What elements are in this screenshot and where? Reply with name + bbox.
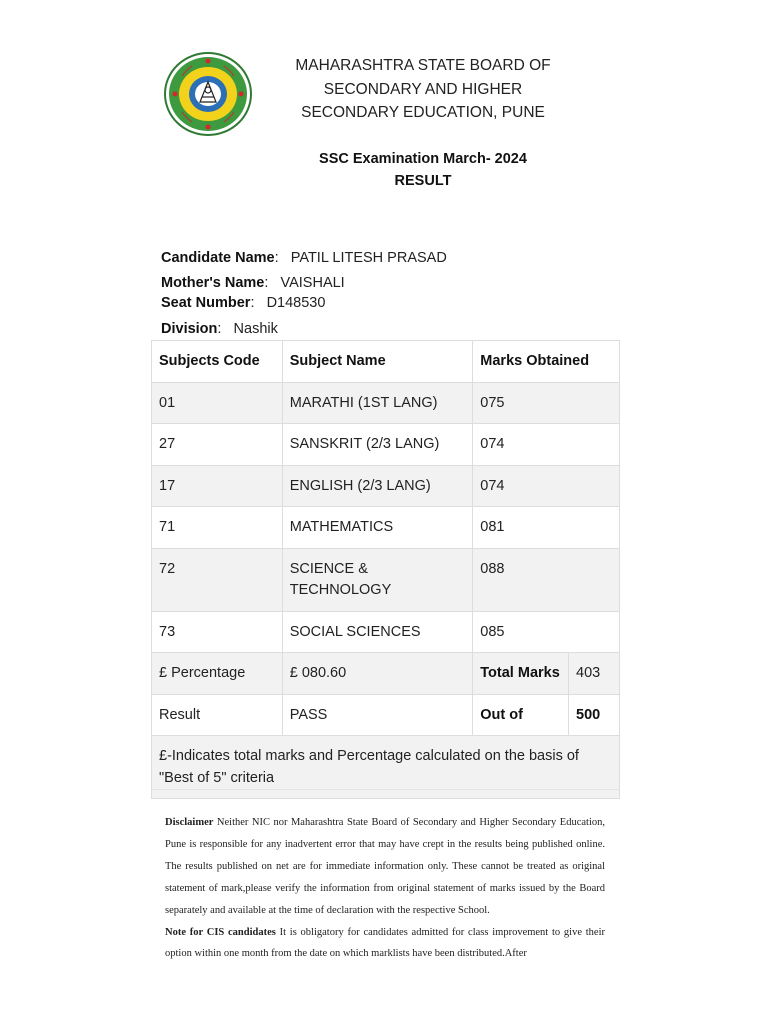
seat-number-value: D148530	[266, 295, 326, 311]
subject-name: MATHEMATICS	[282, 507, 473, 549]
divider	[151, 789, 620, 790]
board-title-line-2: SECONDARY AND HIGHER	[323, 80, 523, 98]
mother-name-sep: :	[264, 275, 269, 291]
out-of-label: Out of	[473, 694, 569, 736]
subject-marks: 081	[473, 507, 620, 549]
out-of-value: 500	[569, 694, 620, 736]
division-sep: :	[217, 321, 222, 337]
subject-code: 01	[152, 382, 283, 424]
subject-name: SOCIAL SCIENCES	[282, 611, 473, 653]
footnote-text: £-Indicates total marks and Percentage calculated on the basis of "Best of 5" criteria	[152, 736, 620, 799]
table-row	[152, 424, 620, 466]
result-heading: RESULT	[394, 173, 452, 189]
division-row	[161, 321, 278, 337]
subject-name: SCIENCE & TECHNOLOGY	[282, 548, 473, 611]
table-row	[152, 548, 620, 611]
candidate-name-label: Candidate Name	[161, 250, 275, 266]
division-value: Nashik	[233, 321, 278, 337]
table-row	[152, 507, 620, 549]
result-label: Result	[152, 694, 283, 736]
board-logo	[164, 52, 254, 136]
seat-number-label: Seat Number	[161, 295, 251, 311]
subject-marks: 088	[473, 548, 620, 611]
seat-number-row	[161, 295, 325, 311]
subject-marks: 085	[473, 611, 620, 653]
total-marks-value: 403	[569, 653, 620, 695]
subject-code: 72	[152, 548, 283, 611]
percentage-value: £ 080.60	[282, 653, 473, 695]
subject-code: 73	[152, 611, 283, 653]
table-row	[152, 465, 620, 507]
disclaimer-section	[165, 812, 605, 965]
candidate-name-sep: :	[274, 250, 279, 266]
board-seal-icon	[164, 52, 254, 136]
subject-code: 27	[152, 424, 283, 466]
percentage-label: £ Percentage	[152, 653, 283, 695]
subject-marks: 074	[473, 424, 620, 466]
result-value: PASS	[282, 694, 473, 736]
subject-marks: 075	[473, 382, 620, 424]
percentage-row	[152, 653, 620, 695]
result-row	[152, 694, 620, 736]
division-label: Division	[161, 321, 218, 337]
header-marks-obtained: Marks Obtained	[473, 341, 620, 383]
cis-note-paragraph	[165, 922, 605, 966]
candidate-name-value: PATIL LITESH PRASAD	[290, 250, 447, 266]
disclaimer-title: Disclaimer	[165, 817, 214, 828]
table-row	[152, 382, 620, 424]
subject-code: 17	[152, 465, 283, 507]
mother-name-label: Mother's Name	[161, 275, 265, 291]
board-title	[280, 54, 566, 125]
header-subject-name: Subject Name	[282, 341, 473, 383]
board-title-line-3: SECONDARY EDUCATION, PUNE	[301, 104, 545, 121]
marks-table	[151, 340, 620, 799]
exam-name: SSC Examination March- 2024	[319, 151, 527, 167]
subject-name: SANSKRIT (2/3 LANG)	[282, 424, 473, 466]
subject-name: MARATHI (1ST LANG)	[282, 382, 473, 424]
mother-name-value: VAISHALI	[280, 275, 345, 291]
total-marks-label: Total Marks	[473, 653, 569, 695]
subject-marks: 074	[473, 465, 620, 507]
table-header-row	[152, 341, 620, 383]
seat-number-sep: :	[250, 295, 255, 311]
subject-code: 71	[152, 507, 283, 549]
cis-note-text: It is obligatory for candidates admitted for class improvement to give their option within one month from the date on which marklists have been distributed.After	[165, 926, 605, 960]
table-row	[152, 611, 620, 653]
disclaimer-paragraph	[165, 812, 605, 922]
subject-name: ENGLISH (2/3 LANG)	[282, 465, 473, 507]
header-subject-code: Subjects Code	[152, 341, 283, 383]
exam-title	[280, 148, 566, 192]
cis-note-title: Note for CIS candidates	[165, 926, 276, 938]
candidate-name-row	[161, 250, 447, 266]
mother-name-row	[161, 275, 345, 291]
disclaimer-text: Neither NIC nor Maharashtra State Board of Secondary and Higher Secondary Education, Pune is responsible for any inadvertent error that may have crept in the results being published online. The results published on net are for immediate information only. These cannot be treated as original statement of mark,please verify the information from original statement of marks issued by the Board separately and available at the time of declaration with the respective School.	[165, 817, 605, 916]
board-title-line-1: MAHARASHTRA STATE BOARD OF	[295, 57, 551, 74]
